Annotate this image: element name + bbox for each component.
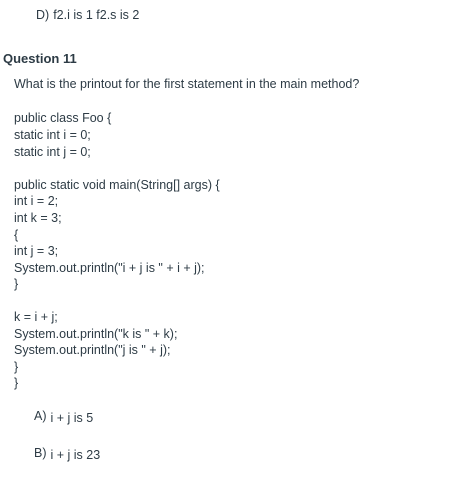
code-line: int i = 2;	[14, 194, 59, 208]
question-prompt: What is the printout for the first statement in the main method?	[14, 77, 360, 91]
option-text: i + j is 5	[50, 411, 94, 425]
code-line: int k = 3;	[14, 211, 62, 225]
previous-answer-option-d	[36, 8, 139, 22]
option-text: f2.i is 1 f2.s is 2	[53, 8, 140, 22]
code-line: }	[14, 376, 19, 390]
code-line: k = i + j;	[14, 310, 58, 324]
code-line: public class Foo {	[14, 111, 112, 125]
option-letter: A)	[34, 409, 47, 423]
option-letter: B)	[34, 446, 47, 460]
question-title: Question 11	[3, 51, 77, 66]
code-line: System.out.println("i + j is " + i + j);	[14, 261, 205, 275]
answer-option-a[interactable]	[34, 409, 93, 423]
code-line: static int i = 0;	[14, 128, 91, 142]
code-line: static int j = 0;	[14, 145, 91, 159]
code-line: public static void main(String[] args) {	[14, 178, 220, 192]
option-letter: D)	[36, 8, 50, 22]
code-line: {	[14, 228, 19, 242]
code-line: System.out.println("j is " + j);	[14, 343, 171, 357]
code-line: System.out.println("k is " + k);	[14, 327, 178, 341]
code-line: int j = 3;	[14, 244, 59, 258]
code-line: }	[14, 360, 19, 374]
code-line: }	[14, 277, 19, 291]
option-text: i + j is 23	[50, 448, 101, 462]
answer-option-b[interactable]	[34, 446, 100, 460]
